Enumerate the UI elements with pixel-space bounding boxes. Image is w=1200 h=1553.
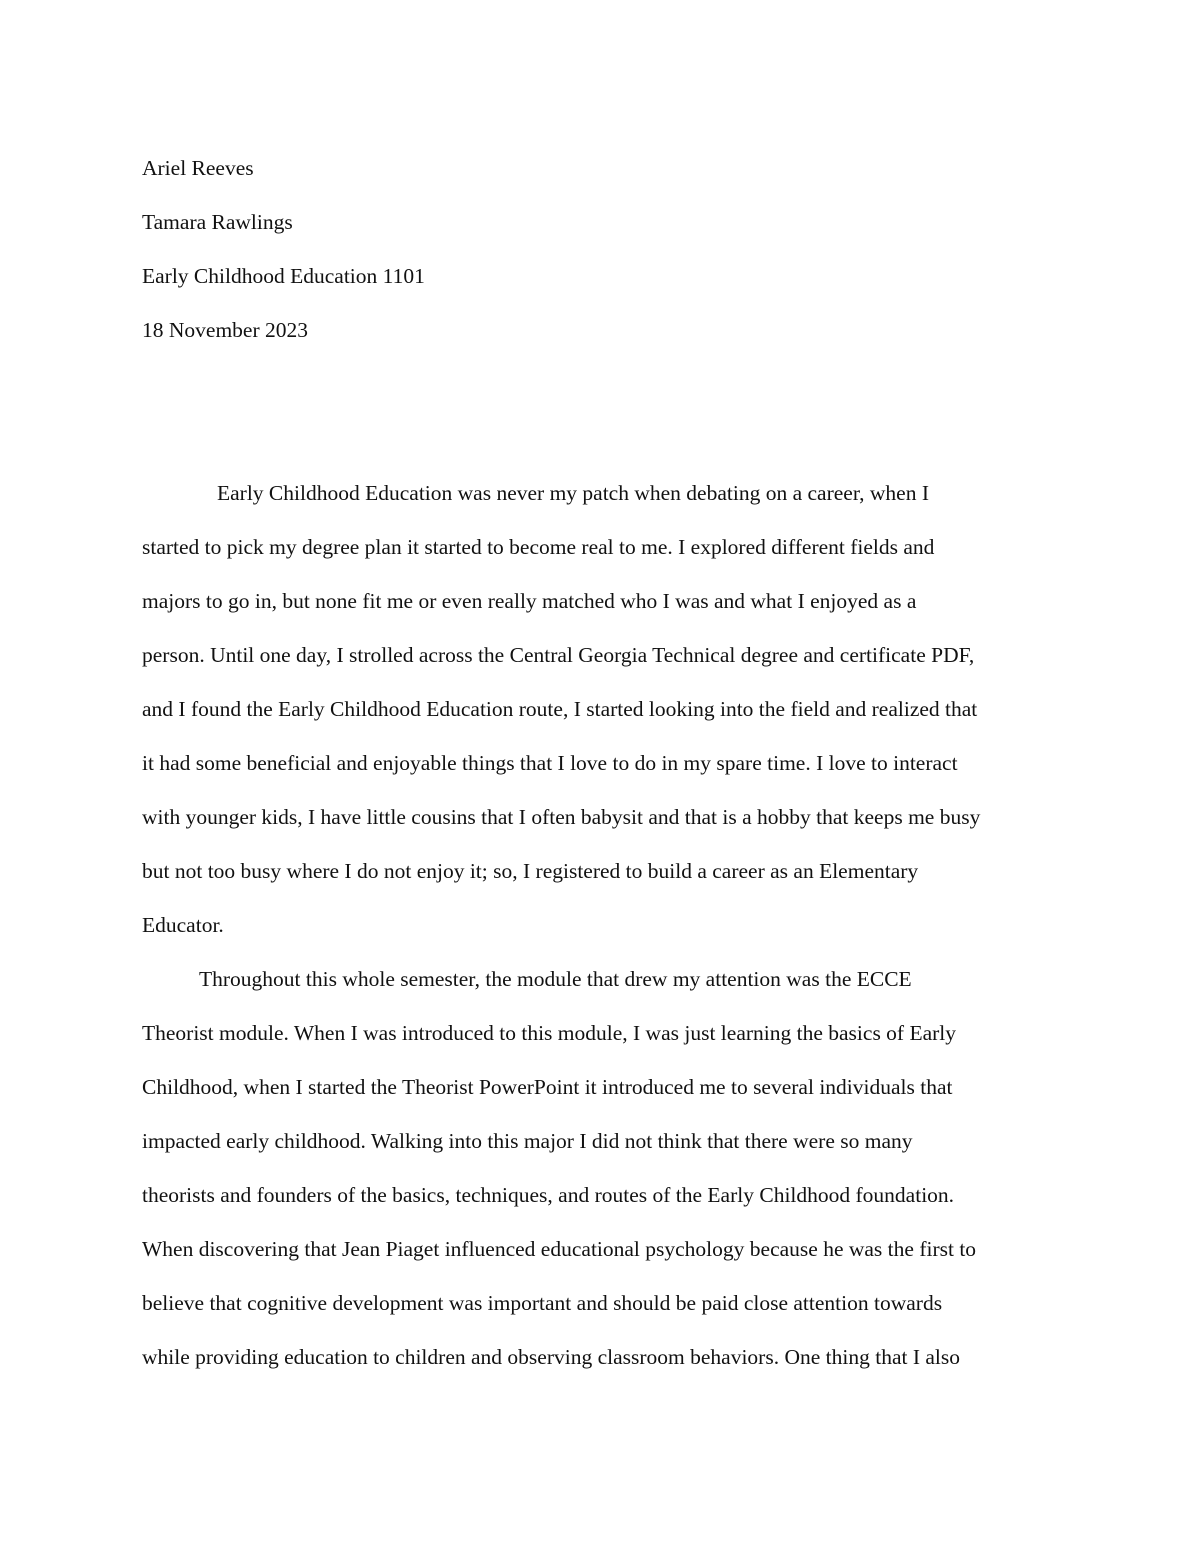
instructor-name: Tamara Rawlings <box>142 210 293 234</box>
essay-date: 18 November 2023 <box>142 318 308 342</box>
body-line: with younger kids, I have little cousins that I often babysit and that is a hobby that keeps me busy <box>142 805 981 829</box>
body-line: Childhood, when I started the Theorist PowerPoint it introduced me to several individuals that <box>142 1075 953 1099</box>
course-name: Early Childhood Education 1101 <box>142 264 425 288</box>
body-line: person. Until one day, I strolled across the Central Georgia Technical degree and certificate PDF, <box>142 643 975 667</box>
essay-body <box>142 466 1072 1384</box>
student-name: Ariel Reeves <box>142 156 254 180</box>
body-line: it had some beneficial and enjoyable things that I love to do in my spare time. I love to interact <box>142 751 958 775</box>
body-line: Early Childhood Education was never my patch when debating on a career, when I <box>217 481 929 505</box>
body-line: impacted early childhood. Walking into this major I did not think that there were so many <box>142 1129 913 1153</box>
body-line: but not too busy where I do not enjoy it; so, I registered to build a career as an Elementary <box>142 859 919 883</box>
body-line: Theorist module. When I was introduced to this module, I was just learning the basics of Early <box>142 1021 957 1045</box>
body-line: Educator. <box>142 913 224 937</box>
body-line: believe that cognitive development was important and should be paid close attention towards <box>142 1291 943 1315</box>
mla-heading <box>142 141 1062 357</box>
body-line: majors to go in, but none fit me or even really matched who I was and what I enjoyed as a <box>142 589 917 613</box>
body-line: started to pick my degree plan it started to become real to me. I explored different fields and <box>142 535 935 559</box>
body-line: theorists and founders of the basics, techniques, and routes of the Early Childhood foundation. <box>142 1183 955 1207</box>
body-line: Throughout this whole semester, the module that drew my attention was the ECCE <box>199 967 912 991</box>
body-line: When discovering that Jean Piaget influenced educational psychology because he was the first to <box>142 1237 977 1261</box>
body-line: while providing education to children and observing classroom behaviors. One thing that I also <box>142 1345 961 1369</box>
body-line: and I found the Early Childhood Education route, I started looking into the field and realized that <box>142 697 978 721</box>
